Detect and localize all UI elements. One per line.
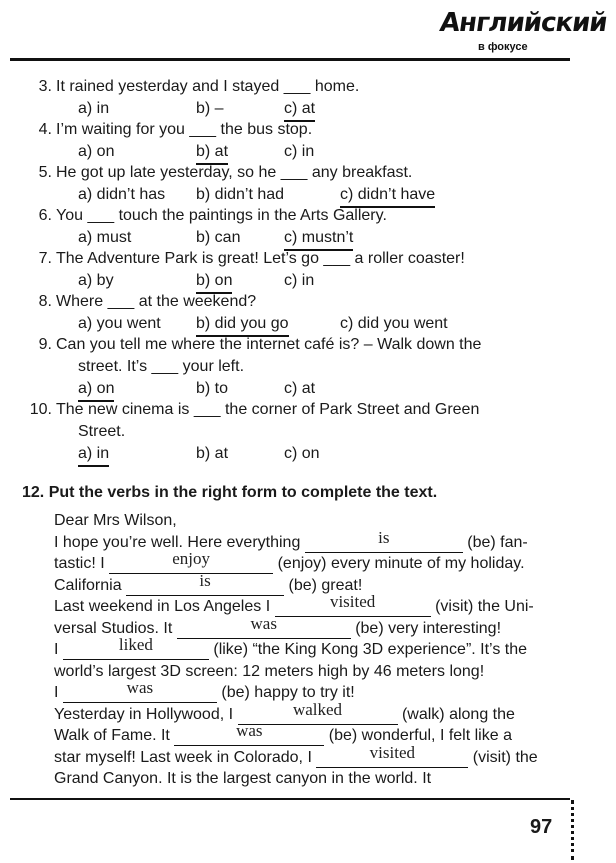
- option-c: c) in: [284, 143, 315, 160]
- answer-blank[interactable]: is: [126, 577, 284, 596]
- option-a: a) didn’t has: [78, 186, 166, 203]
- letter-line: Dear Mrs Wilson,: [54, 512, 177, 529]
- book-logo: [437, 8, 609, 58]
- option-b-selected: b) at: [196, 141, 228, 165]
- question-text: The new cinema is ___ the corner of Park Street and Green: [56, 401, 480, 418]
- option-b: b) at: [196, 445, 229, 462]
- letter-line: Grand Canyon. It is the largest canyon in the world. It: [54, 770, 432, 787]
- question-5: 5. He got up late yesterday, so he ___ any breakfast.: [38, 164, 413, 181]
- question-3: 3. It rained yesterday and I stayed ___ home.: [38, 78, 360, 95]
- question-10-cont: [78, 421, 125, 443]
- question-text: He got up late yesterday, so he ___ any breakfast.: [56, 164, 413, 181]
- margin-dots: [571, 800, 574, 860]
- option-c: c) did you went: [340, 315, 448, 332]
- option-b: b) –: [196, 100, 224, 117]
- question-9: 9. Can you tell me where the internet café is? – Walk down the: [38, 336, 482, 353]
- letter-line: Walk of Fame. It was (be) wonderful, I felt like a: [54, 721, 512, 744]
- option-a-selected: a) on: [78, 378, 114, 402]
- answer-blank[interactable]: walked: [238, 706, 398, 725]
- option-a: a) you went: [78, 315, 161, 332]
- letter-line: world’s largest 3D screen: 12 meters high by 46 meters long!: [54, 663, 485, 680]
- question-text-cont: Street.: [78, 423, 126, 440]
- question-text: It rained yesterday and I stayed ___ home.: [56, 78, 360, 95]
- question-6: 6. You ___ touch the paintings in the Arts Gallery.: [38, 207, 387, 224]
- letter-line: I was (be) happy to try it!: [54, 678, 355, 701]
- letter-line: I hope you’re well. Here everything is (be) fan-: [54, 528, 528, 551]
- answer-blank[interactable]: was: [63, 684, 217, 703]
- question-text-cont: street. It’s ___ your left.: [78, 358, 245, 375]
- option-c: c) at: [284, 380, 316, 397]
- option-c: c) on: [284, 445, 320, 462]
- answer-blank[interactable]: is: [305, 534, 463, 553]
- option-b-selected: b) did you go: [196, 313, 289, 337]
- question-text: Can you tell me where the internet café is? – Walk down the: [56, 336, 482, 353]
- question-text: I’m waiting for you ___ the bus stop.: [56, 121, 313, 138]
- option-c-selected: c) didn’t have: [340, 184, 435, 208]
- answer-blank[interactable]: enjoy: [109, 555, 273, 574]
- header-rule: [10, 58, 570, 61]
- question-4: 4. I’m waiting for you ___ the bus stop.: [38, 121, 313, 138]
- option-b: b) to: [196, 380, 229, 397]
- footer-rule: [10, 798, 570, 800]
- letter-line: versal Studios. It was (be) very interesting!: [54, 614, 502, 637]
- letter-line: I liked (like) “the King Kong 3D experience”. It’s the: [54, 635, 527, 658]
- question-9-cont: [78, 356, 244, 378]
- letter-line: Last weekend in Los Angeles I visited (visit) the Uni-: [54, 592, 534, 615]
- task-12-heading: 12. Put the verbs in the right form to complete the text.: [22, 484, 438, 501]
- question-text: Where ___ at the weekend?: [56, 293, 257, 310]
- letter-line: star myself! Last week in Colorado, I visited (visit) the: [54, 743, 538, 766]
- option-c-selected: c) at: [284, 98, 315, 122]
- answer-blank[interactable]: was: [174, 727, 324, 746]
- logo-subtitle: в фокусе: [478, 41, 528, 53]
- option-a-selected: a) in: [78, 443, 109, 467]
- question-7: 7. The Adventure Park is great! Let’s go ___ a roller coaster!: [38, 250, 465, 267]
- letter-line: California is (be) great!: [54, 571, 363, 594]
- option-a: a) by: [78, 272, 114, 289]
- option-a: a) on: [78, 143, 115, 160]
- option-b-selected: b) on: [196, 270, 232, 294]
- question-10: 10. The new cinema is ___ the corner of Park Street and Green: [29, 401, 480, 418]
- answer-blank[interactable]: liked: [63, 641, 209, 660]
- option-a: a) must: [78, 229, 132, 246]
- option-c: c) in: [284, 272, 315, 289]
- option-b: b) can: [196, 229, 241, 246]
- letter-line: Yesterday in Hollywood, I walked (walk) along the: [54, 700, 515, 723]
- logo-title: Английский: [437, 8, 609, 38]
- answer-blank[interactable]: visited: [275, 598, 431, 617]
- answer-blank[interactable]: was: [177, 620, 351, 639]
- page-number: 97: [530, 816, 553, 838]
- option-b: b) didn’t had: [196, 186, 285, 203]
- question-text: The Adventure Park is great! Let’s go ___ a roller coaster!: [56, 250, 465, 267]
- question-8: 8. Where ___ at the weekend?: [38, 293, 257, 310]
- question-text: You ___ touch the paintings in the Arts Gallery.: [56, 207, 387, 224]
- answer-blank[interactable]: visited: [316, 749, 468, 768]
- option-a: a) in: [78, 100, 110, 117]
- option-c-selected: c) mustn’t: [284, 227, 353, 251]
- letter-line: tastic! I enjoy (enjoy) every minute of my holiday.: [54, 549, 525, 572]
